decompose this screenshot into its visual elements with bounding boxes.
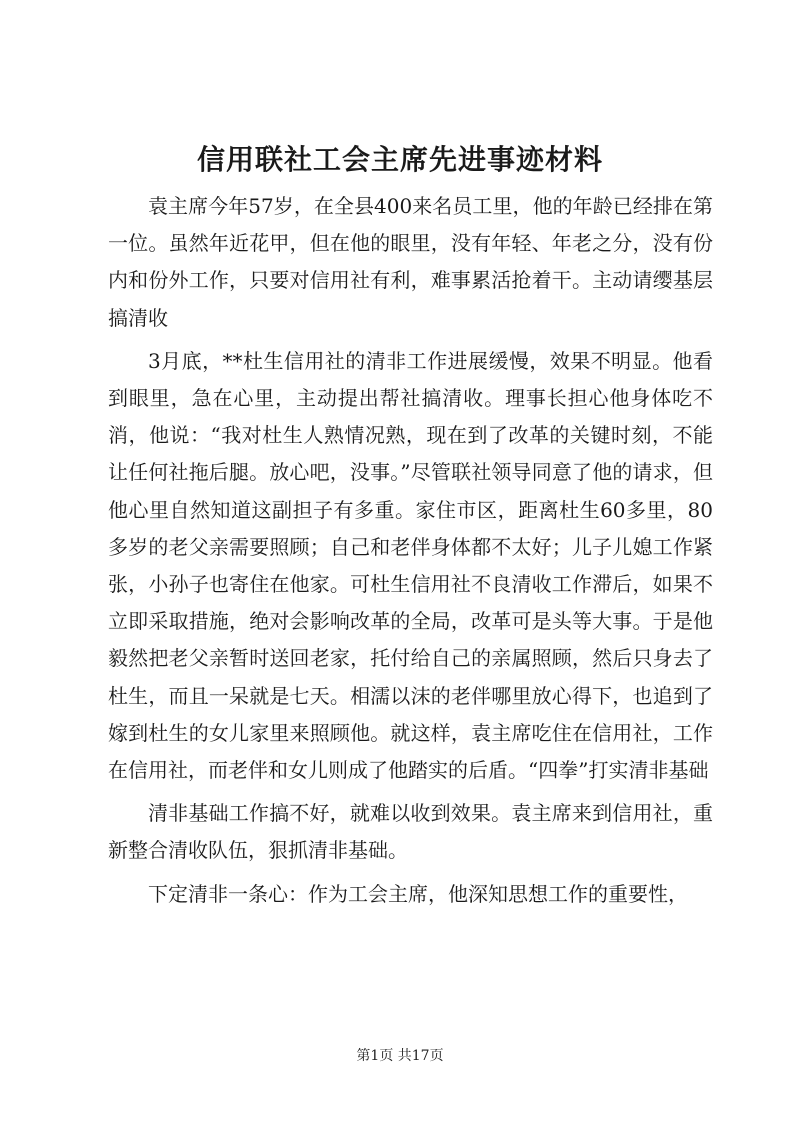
paragraph-4: 下定清非一条心：作为工会主席，他深知思想工作的重要性， (148, 881, 688, 906)
document-body (108, 188, 713, 913)
paragraph-1: 袁主席今年57岁，在全县400来名员工里，他的年龄已经排在第一位。虽然年近花甲，但在他的眼里，没有年轻、年老之分，没有份内和份外工作，只要对信用社有利，难事累活抢着干。主动请缨基层搞清收 (108, 194, 713, 330)
paragraph-2: 3月底，**杜生信用社的清非工作进展缓慢，效果不明显。他看到眼里，急在心里，主动提出帮社搞清收。理事长担心他身体吃不消，他说：“我对杜生人熟情况熟，现在到了改革的关键时刻，不能让任何社拖后腿。放心吧，没事。”尽管联社领导同意了他的请求，但他心里自然知道这副担子有多重。家住市区，距离杜生60多里，80多岁的老父亲需要照顾；自己和老伴身体都不太好；儿子儿媳工作紧张，小孙子也寄住在他家。可杜生信用社不良清收工作滞后，如果不立即采取措施，绝对会影响改革的全局，改革可是头等大事。于是他毅然把老父亲暂时送回老家，托付给自己的亲属照顾，然后只身去了杜生，而且一呆就是七天。相濡以沫的老伴哪里放心得下，也追到了嫁到杜生的女儿家里来照顾他。就这样，袁主席吃住在信用社，工作在信用社，而老伴和女儿则成了他踏实的后盾。“四拳”打实清非基础 (108, 348, 713, 783)
paragraph-3: 清非基础工作搞不好，就难以收到效果。袁主席来到信用社，重新整合清收队伍，狠抓清非基础。 (108, 801, 713, 863)
document-title: 信用联社工会主席先进事迹材料 (196, 143, 603, 176)
page-number-footer: 第1页 共17页 (356, 1048, 444, 1064)
